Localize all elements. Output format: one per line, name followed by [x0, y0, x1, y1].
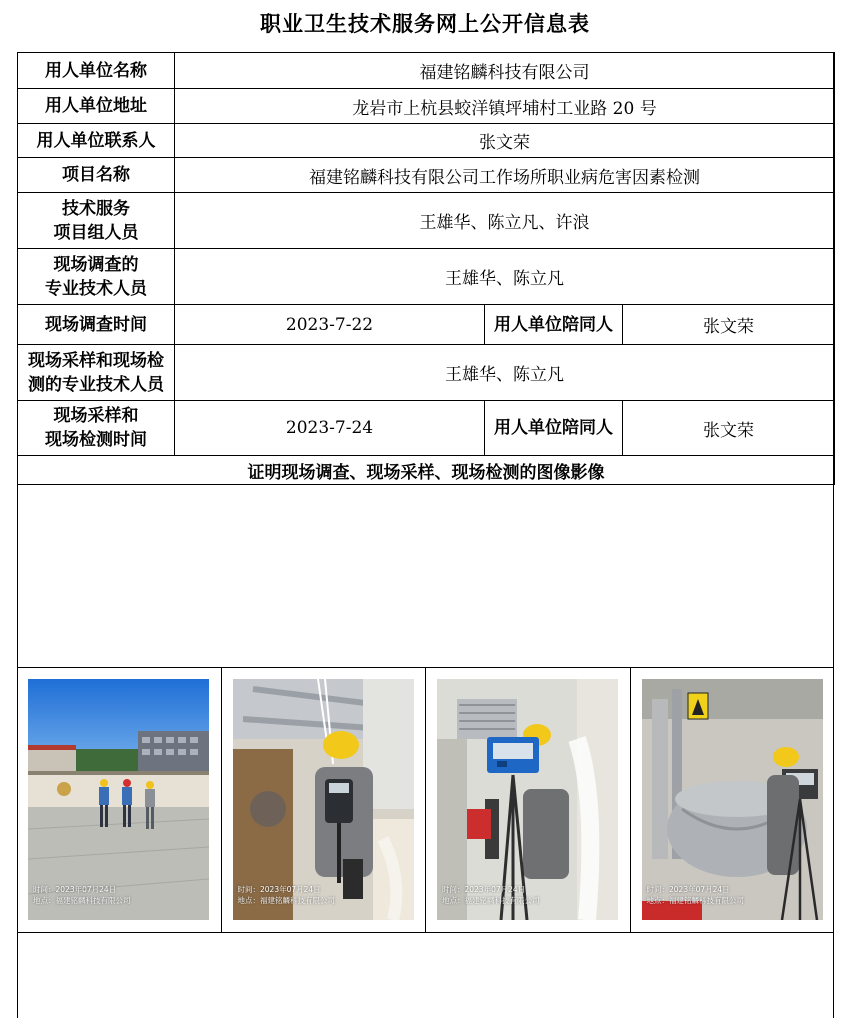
sampling-time-label-line1: 现场采样和 [53, 406, 139, 426]
site-photo-gate [28, 679, 209, 920]
project-name-label: 项目名称 [18, 158, 175, 193]
row-survey-time [18, 305, 835, 345]
photo-stamp-time: 时间：2023年07月24日 [237, 885, 321, 894]
survey-escort-label: 用人单位陪同人 [485, 305, 623, 345]
service-team-label-line1: 技术服务 [62, 198, 130, 219]
row-project-name [18, 158, 835, 193]
survey-escort-value: 张文荣 [623, 305, 835, 345]
sampling-staff-label-line2: 测的专业技术人员 [28, 374, 164, 395]
photo-cell [631, 668, 835, 932]
service-team-label-line2: 项目组人员 [53, 222, 139, 243]
employer-name-value: 福建铭麟科技有限公司 [175, 53, 835, 89]
project-name-value: 福建铭麟科技有限公司工作场所职业病危害因素检测 [175, 158, 835, 193]
photo-stamp-place: 地点：福建铭麟科技有限公司 [237, 896, 335, 905]
survey-staff-label-line2: 专业技术人员 [45, 278, 147, 299]
survey-time-value: 2023-7-22 [175, 305, 485, 345]
survey-staff-value: 王雄华、陈立凡 [175, 249, 835, 305]
service-team-label [18, 193, 175, 249]
survey-time-label: 现场调查时间 [18, 305, 175, 345]
photo-stamp-time: 时间：2023年07月24日 [33, 885, 117, 894]
photo-stamp-place: 地点：福建铭麟科技有限公司 [646, 896, 744, 905]
sampling-escort-label: 用人单位陪同人 [485, 401, 623, 456]
row-images-banner [18, 456, 835, 485]
sampling-staff-value: 王雄华、陈立凡 [175, 345, 835, 401]
sampling-time-value: 2023-7-24 [175, 401, 485, 456]
employer-contact-label: 用人单位联系人 [18, 124, 175, 158]
photo-stamp-time: 时间：2023年07月24日 [442, 885, 526, 894]
employer-address-label: 用人单位地址 [18, 89, 175, 124]
employer-name-label: 用人单位名称 [18, 53, 175, 89]
sampling-staff-label [18, 345, 175, 401]
sampling-staff-label-line1: 现场采样和现场检 [28, 350, 164, 371]
row-service-team [18, 193, 835, 249]
site-photo-sampler [437, 679, 618, 920]
photo-cell [426, 668, 631, 932]
photo-stamp [33, 884, 131, 906]
row-employer-contact [18, 124, 835, 158]
row-employer-address [18, 89, 835, 124]
photo-stamp [647, 884, 745, 906]
site-photo-reactor [642, 679, 823, 920]
row-sampling-time [18, 401, 835, 456]
employer-address-value: 龙岩市上杭县蛟洋镇坪埔村工业路 20 号 [175, 89, 835, 124]
photo-row [17, 667, 834, 933]
row-sampling-staff [18, 345, 835, 401]
sampling-escort-value: 张文荣 [623, 401, 835, 456]
sampling-time-label [18, 401, 175, 456]
page-title: 职业卫生技术服务网上公开信息表 [260, 12, 590, 36]
site-photo-noise-meter [233, 679, 414, 920]
photo-stamp-place: 地点：福建铭麟科技有限公司 [442, 896, 540, 905]
photo-stamp [442, 884, 540, 906]
photo-stamp [238, 884, 336, 906]
row-survey-staff [18, 249, 835, 305]
employer-contact-value: 张文荣 [175, 124, 835, 158]
photo-cell [222, 668, 427, 932]
photo-cell [17, 668, 222, 932]
survey-staff-label [18, 249, 175, 305]
row-employer-name [18, 53, 835, 89]
info-table [17, 52, 835, 485]
photo-stamp-place: 地点：福建铭麟科技有限公司 [33, 896, 131, 905]
photo-stamp-time: 时间：2023年07月24日 [646, 885, 730, 894]
service-team-value: 王雄华、陈立凡、许浪 [175, 193, 835, 249]
sampling-time-label-line2: 现场检测时间 [45, 430, 147, 450]
images-banner: 证明现场调查、现场采样、现场检测的图像影像 [18, 456, 835, 485]
survey-staff-label-line1: 现场调查的 [53, 254, 139, 275]
